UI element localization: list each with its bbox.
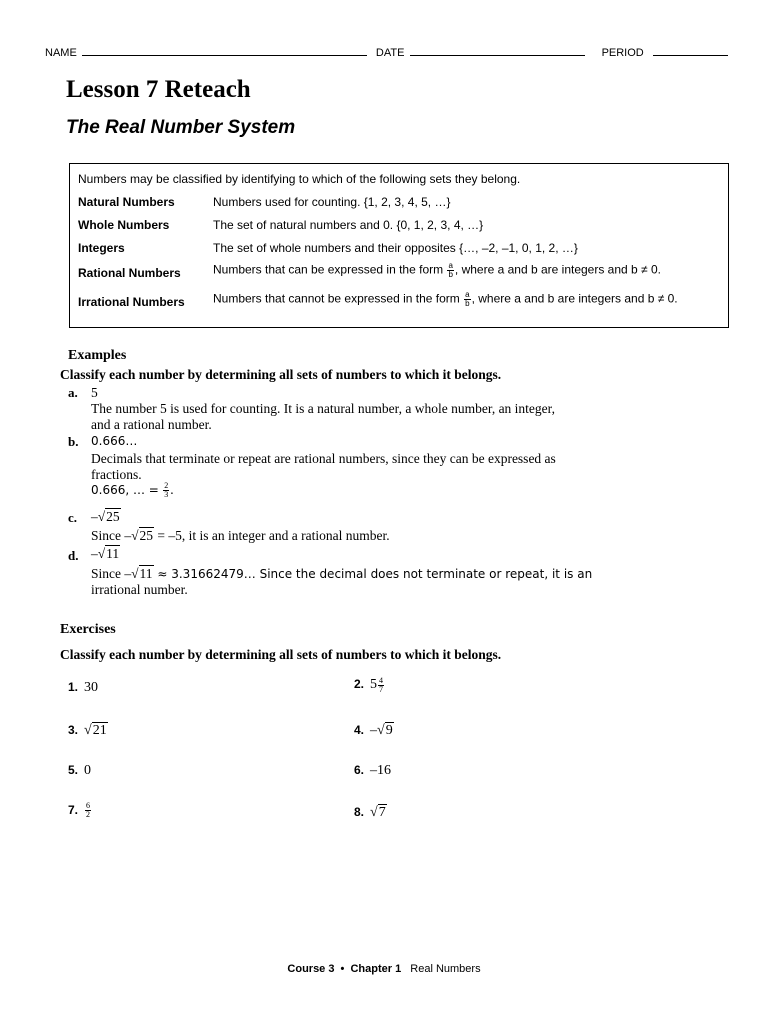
term-integers: Integers bbox=[78, 241, 125, 255]
frac-num: 6 bbox=[86, 801, 91, 810]
mixed-whole: 5 bbox=[370, 677, 378, 692]
exercise-5 bbox=[68, 763, 91, 779]
definitions-box bbox=[69, 163, 729, 328]
example-a-text1: The number 5 is used for counting. It is a natural number, a whole number, an integer, bbox=[91, 401, 555, 416]
minus-sign: – bbox=[91, 546, 98, 561]
exercise-2 bbox=[354, 677, 385, 694]
footer-course: Course 3 bbox=[287, 963, 335, 975]
fraction-six-halves bbox=[85, 802, 91, 819]
exercise-3 bbox=[68, 723, 108, 739]
lesson-title: Lesson 7 Reteach bbox=[66, 76, 251, 103]
exercise-value: –16 bbox=[370, 763, 392, 778]
student-info-header bbox=[45, 47, 728, 59]
radical-icon: √ bbox=[84, 723, 92, 738]
fraction-a-over-b bbox=[464, 291, 470, 308]
def-integers: The set of whole numbers and their opposites {…, –2, –1, 0, 1, 2, …} bbox=[213, 241, 578, 255]
radicand: 25 bbox=[139, 528, 154, 543]
example-c-text bbox=[91, 528, 390, 544]
example-a-value: 5 bbox=[91, 385, 98, 400]
examples-heading: Examples bbox=[68, 348, 127, 363]
def-rational-pre: Numbers that can be expressed in the form bbox=[213, 262, 444, 277]
radicand: 21 bbox=[92, 723, 107, 738]
frac-num: a bbox=[465, 290, 470, 299]
radical-icon: √ bbox=[370, 805, 378, 820]
page-footer bbox=[0, 963, 768, 975]
example-d-label: d. bbox=[68, 548, 79, 563]
period-blank[interactable] bbox=[653, 47, 728, 56]
date-label: DATE bbox=[375, 47, 405, 59]
radicand: 9 bbox=[385, 723, 393, 738]
frac-num: 2 bbox=[164, 481, 169, 491]
examples-instruction: Classify each number by determining all sets of numbers to which it belongs. bbox=[60, 367, 502, 382]
exercise-4 bbox=[354, 723, 394, 739]
text-post: Since the decimal does not terminate or repeat, it is an bbox=[255, 567, 593, 581]
period-label: PERIOD bbox=[601, 47, 644, 59]
def-irrational-pre: Numbers that cannot be expressed in the form bbox=[213, 291, 460, 306]
exercise-number: 1. bbox=[68, 680, 79, 694]
example-b-equation: 0.666, … = $\frac{2}{3}$ . bbox=[91, 481, 174, 500]
radical-icon: √ bbox=[131, 566, 139, 581]
text-pre: Since – bbox=[91, 566, 132, 581]
minus-sign: – bbox=[370, 723, 378, 738]
exercises-heading: Exercises bbox=[60, 622, 116, 637]
date-blank[interactable] bbox=[410, 47, 585, 56]
name-label: NAME bbox=[45, 47, 77, 59]
example-b-text2: fractions. bbox=[91, 467, 142, 482]
radical-icon: √ bbox=[377, 723, 385, 738]
def-whole: The set of natural numbers and 0. {0, 1, 2, 3, 4, …} bbox=[213, 218, 484, 232]
example-b-eq-lhs: 0.666, … = bbox=[91, 483, 159, 497]
radicand: 25 bbox=[106, 509, 120, 524]
frac-den: 2 bbox=[86, 810, 91, 819]
example-a-label: a. bbox=[68, 385, 78, 400]
exercise-number: 7. bbox=[68, 802, 79, 817]
text-post: = –5, it is an integer and a rational number. bbox=[154, 528, 390, 543]
fraction-two-thirds bbox=[163, 482, 169, 499]
term-whole: Whole Numbers bbox=[78, 218, 170, 232]
footer-bullet: • bbox=[340, 963, 345, 975]
footer-chapter: Chapter 1 bbox=[350, 963, 402, 975]
example-d-text bbox=[91, 566, 592, 582]
def-rational bbox=[213, 262, 661, 279]
example-a-text2: and a rational number. bbox=[91, 417, 212, 432]
frac-num: a bbox=[448, 261, 453, 270]
def-irrational-post: , where a and b are integers and b ≠ 0. bbox=[471, 291, 678, 306]
exercise-7 bbox=[68, 802, 92, 819]
radical-icon: √ bbox=[131, 528, 139, 543]
radicand: 11 bbox=[139, 566, 153, 581]
term-rational: Rational Numbers bbox=[78, 266, 181, 280]
exercise-value: 30 bbox=[84, 680, 99, 695]
fraction-four-sevenths bbox=[378, 677, 384, 694]
exercise-number: 4. bbox=[354, 723, 365, 737]
frac-den: 3 bbox=[164, 490, 169, 500]
frac-den: b bbox=[465, 299, 470, 308]
exercise-1 bbox=[68, 680, 98, 696]
minus-sign: – bbox=[91, 509, 98, 524]
frac-den: 7 bbox=[379, 685, 384, 694]
exercise-number: 8. bbox=[354, 805, 365, 819]
exercises-instruction: Classify each number by determining all sets of numbers to which it belongs. bbox=[60, 647, 502, 662]
example-c-label: c. bbox=[68, 510, 78, 525]
definitions-intro: Numbers may be classified by identifying to which of the following sets they belong. bbox=[78, 172, 521, 186]
term-natural: Natural Numbers bbox=[78, 195, 175, 209]
name-blank[interactable] bbox=[82, 47, 367, 56]
radical-icon: √ bbox=[97, 546, 106, 561]
example-c-value bbox=[91, 509, 121, 525]
lesson-subtitle: The Real Number System bbox=[66, 117, 296, 138]
exercise-value: 0 bbox=[84, 763, 92, 778]
example-d-value bbox=[91, 546, 120, 562]
frac-den: b bbox=[448, 270, 453, 279]
exercise-number: 5. bbox=[68, 763, 79, 777]
text-pre: Since – bbox=[91, 528, 132, 543]
def-natural: Numbers used for counting. {1, 2, 3, 4, 5, …} bbox=[213, 195, 451, 209]
example-b-value: 0.666… bbox=[91, 434, 138, 448]
exercise-number: 6. bbox=[354, 763, 365, 777]
exercise-number: 3. bbox=[68, 723, 79, 737]
approx-value: ≈ 3.31662479… bbox=[153, 567, 256, 581]
def-rational-post: , where a and b are integers and b ≠ 0. bbox=[454, 262, 661, 277]
fraction-a-over-b bbox=[447, 262, 453, 279]
def-irrational bbox=[213, 291, 678, 308]
radical-icon: √ bbox=[97, 509, 106, 524]
exercise-6 bbox=[354, 763, 391, 779]
exercise-number: 2. bbox=[354, 677, 365, 691]
example-d-text2: irrational number. bbox=[91, 582, 188, 597]
radicand: 11 bbox=[106, 546, 120, 561]
frac-num: 4 bbox=[379, 676, 384, 685]
exercise-8 bbox=[354, 805, 387, 821]
term-irrational: Irrational Numbers bbox=[78, 295, 185, 309]
footer-topic: Real Numbers bbox=[410, 963, 481, 975]
example-b-label: b. bbox=[68, 434, 79, 449]
radicand: 7 bbox=[378, 805, 386, 820]
example-b-text1: Decimals that terminate or repeat are rational numbers, since they can be expressed as bbox=[91, 451, 556, 466]
